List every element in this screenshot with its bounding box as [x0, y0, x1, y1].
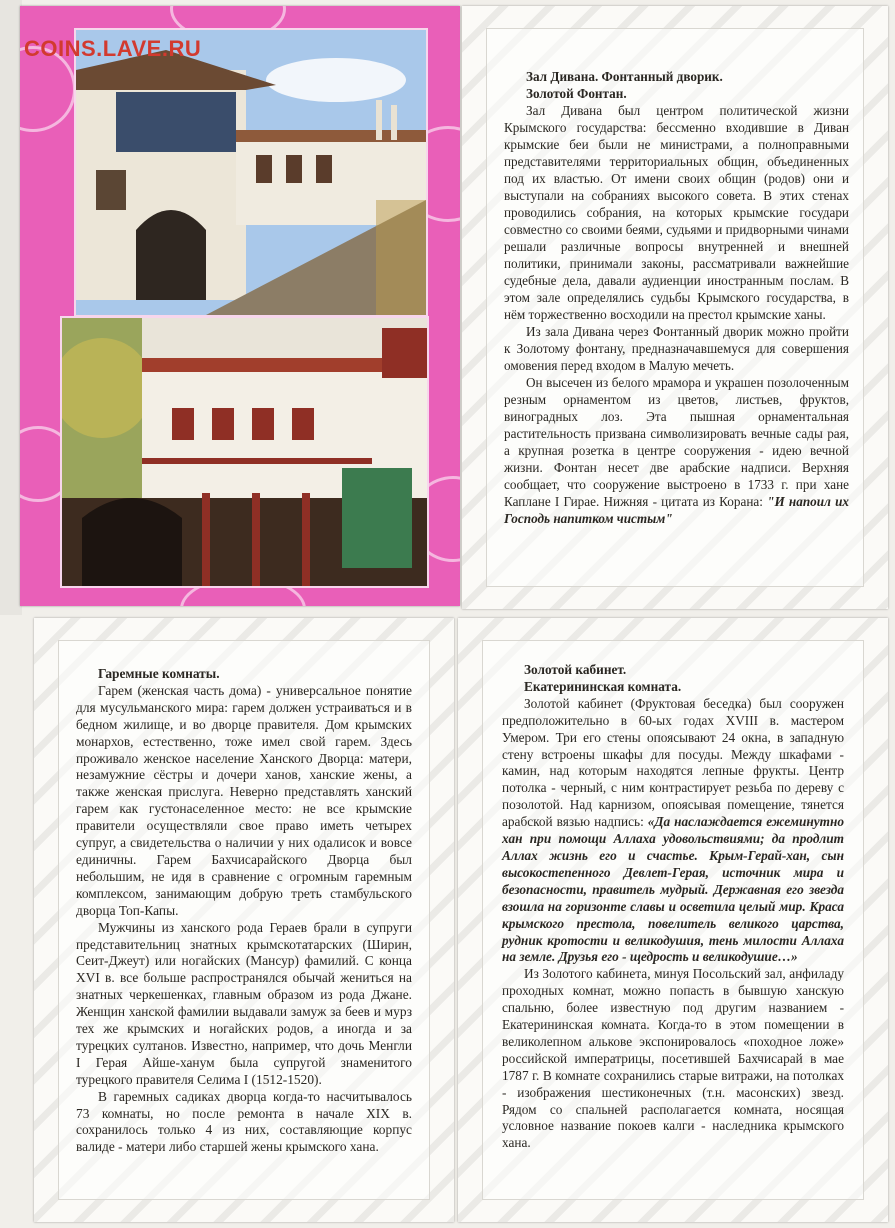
paragraph-text: Он высечен из белого мрамора и украшен позолоченным резным орнаментом из цветов, листьев, фруктов, виноградных лоз. Эта пышная орнаментальная растительность призвана символизировать вечные сады рая, а крупная розетка в центре сооружения - идею вечной жизни. Фонтан несет две арабские надписи. Верхняя сообщает, что сооружение выстроено в 1733 г. при хане Каплане I Гирае. Нижняя - цитата из Корана: [504, 375, 849, 509]
card-cabinet-text [502, 662, 844, 1152]
watermark-text: COINS.LAVE.RU [24, 36, 202, 61]
paragraph: Зал Дивана был центром политической жизни Крымского государства: бессменно входившие в Диван крымские беи были не министрами, а полноправными представителями территориальных общин, объединенных под их властью. От имени своих общин (родов) они и выступали на собраниях высокого совета. В этих стенах проводились собрания, на которых крымские государи совместно со своими беями, судьями и придворными чинами решали различные вопросы внутренней и внешней политики, принимали законы, рассматривали важнейшие судебные дела, давали аудиенции иностранным послам. В этом зале определялись судьбы Крымского государства, в нём торжественно восходили на престол крымские ханы. [504, 103, 849, 322]
card-cabinet-title1: Золотой кабинет. [524, 662, 627, 677]
harem-building-photo [60, 316, 429, 588]
paragraph: Из зала Дивана через Фонтанный дворик можно пройти к Золотому фонтану, предназначавшемуся для совершения омовения перед входом в Малую мечеть. [504, 324, 849, 373]
paragraph: Из Золотого кабинета, минуя Посольский зал, анфиладу проходных комнат, можно попасть в бывшую ханскую спальню, более известную под другим названием - Екатерининская комната. Когда-то в этом помещении в великолепном алькове экспонировалось «походное ложе» российской императрицы, посетившей Бахчисарай в мае 1787 г. В комнате сохранились старые витражи, на потолках - изображения шестиконечных (т.н. масонских) звезд. Рядом со спальней располагается комната, носящая условное название покоев калги - наследника крымского хана. [502, 966, 844, 1151]
card-harem-title: Гаремные комнаты. [98, 666, 220, 681]
harem-building-illustration [62, 318, 427, 586]
card-cabinet-title2: Екатерининская комната. [524, 678, 682, 694]
card-divan-text [504, 68, 849, 527]
card-divan [462, 6, 888, 609]
card-cabinet [458, 618, 888, 1222]
card-divan-title2: Золотой Фонтан. [526, 86, 627, 101]
photo-card [20, 6, 460, 606]
paragraph: Мужчины из ханского рода Гераев брали в супруги представительниц знатных крымскотатарских (Ширин, Сеит-Джеут) или ногайских (Мансур) фамилий. С конца XVI в. все больше распространялся обычай жениться на знатных черкешенках, главным образом из рода Джане. Женщин ханской фамилии выдавали замуж за беев и мурз тех же крымских и ногайских родов, а иногда и за турецких султанов. Известно, например, что дочь Менгли I Герая Айше-ханум была супругой знаменитого турецкого правителя Селима I (1512-1520). [76, 919, 412, 1087]
paragraph: В гаремных садиках дворца когда-то насчитывалось 73 комнаты, но после ремонта в начале XIX в. сохранилось только 4 из них, составляющие корпус валиде - матери либо старшей жены крымского хана. [76, 1088, 412, 1155]
card-harem [34, 618, 454, 1222]
paragraph [504, 374, 849, 527]
quote-text: "И напоил их Господь напитком чистым" [504, 494, 850, 526]
paragraph [502, 696, 844, 967]
card-divan-title1: Зал Дивана. Фонтанный дворик. [526, 69, 723, 84]
scan-background [0, 0, 22, 615]
palace-courtyard-illustration [76, 30, 426, 315]
palace-courtyard-photo [74, 28, 428, 317]
card-harem-text [76, 666, 412, 1156]
paragraph-text: Золотой кабинет (Фруктовая беседка) был сооружен предположительно в 60-ых годах XVIII в. мастером Умером. Три его стены опоясывают 24 окна, в западную стену встроены шкафы для посуды. Между шкафами - камин, над которым находятся лепные фрукты. Центр потолка - черный, с ним контрастирует резьба по дереву с позолотой. Над карнизом, опоясывая помещение, тянется арабской вязью надпись: [502, 695, 844, 830]
inscription-quote: «Да наслаждается ежеминутно хан при помощи Аллаха удовольствиями; да продлит Аллах жизнь его и счастье. Крым-Герай-хан, сын высокостепенного Девлет-Герая, источник мира и безопасности, правитель мудрый. Державная его звезда взошла на горизонте славы и осветила целый мир. Краса крымского престола, повелитель великого царства, рудник кротости и великодушия, тень милости Аллаха на земле. Друзья его - щедрость и великодушие…» [502, 814, 844, 965]
paragraph: Гарем (женская часть дома) - универсальное понятие для мусульманского мира: гарем должен устраиваться и в бедном жилище, и во дворце правителя. Дом крымских монархов, естественно, тоже имел свой гарем. Здесь проживало женское население Ханского Дворца: матери, незамужние сёстры и дочери ханов, ханские жены, а также женская прислуга. Неверно представлять ханский гарем как густонаселенное место: не все крымские правители осуществляли свое право иметь четырех супруг, а свидетельства о наличии у них одалисок и вовсе единичны. Гарем Бахчисарайского Дворца был небольшим, не идя в сравнение с огромным гаремным комплексом, занимающим добрую треть стамбульского дворца Топ-Капы. [76, 682, 412, 918]
